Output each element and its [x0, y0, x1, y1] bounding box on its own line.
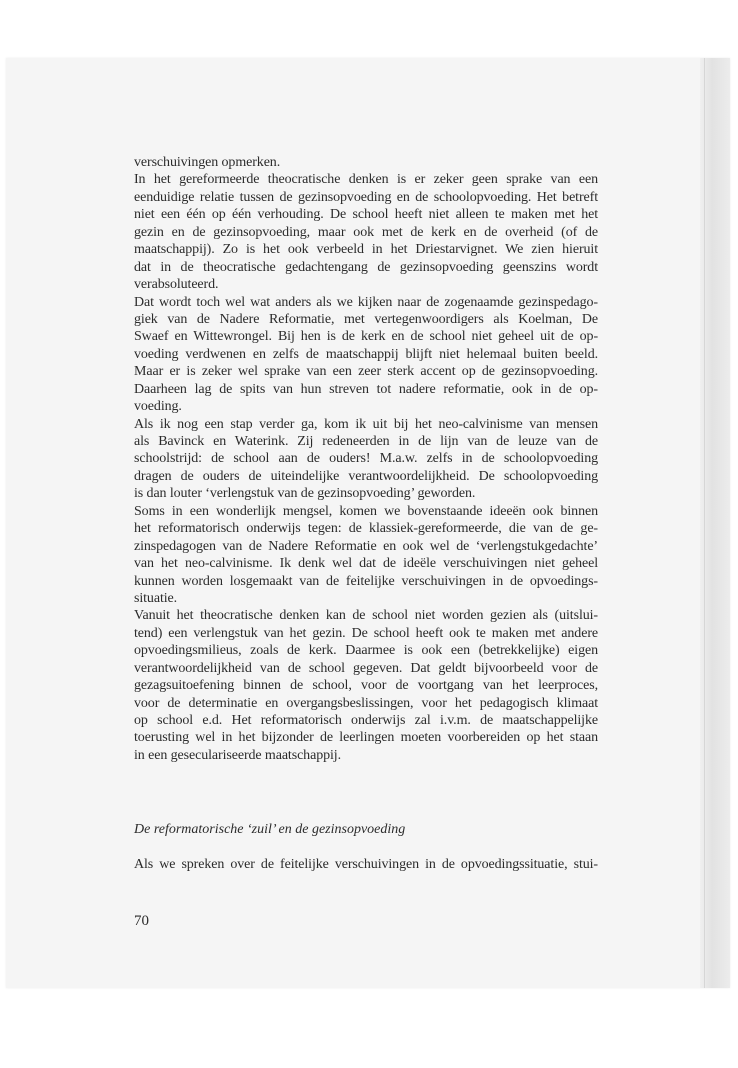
text-line: maatschappij). Zo is het ook verbeeld in het Driestarvignet. We zien hieruit [134, 242, 598, 258]
text-line: Soms in een wonderlijk mengsel, komen we bovenstaande ideeën ook binnen [134, 503, 598, 519]
text-line: eenduidige relatie tussen de gezinsopvoeding en de schoolopvoeding. Het betreft [134, 189, 598, 205]
text-line: op school e.d. Het reformatorisch onderwijs zal i.v.m. de maatschappelijke [134, 713, 598, 728]
text-line: toerusting wel in het bijzonder de leerlingen moeten voorbereiden op het staan [134, 730, 598, 746]
text-line: Maar er is zeker wel sprake van een zeer sterk accent op de gezinsopvoeding. [134, 364, 598, 380]
page-number: 70 [134, 913, 149, 929]
text-line: voeding verdwenen en zelfs de maatschappij blijft niet helemaal buiten beeld. [134, 346, 598, 362]
text-line: Vanuit het theocratische denken kan de school niet worden gezien als (uitslui- [134, 608, 598, 624]
text-line: Dat wordt toch wel wat anders als we kijken naar de zogenaamde gezinspedago- [134, 294, 598, 310]
text-line: Daarheen lag de spits van hun streven tot nadere reformatie, ook in de op- [134, 381, 598, 397]
text-line: opvoedingsmilieus, zoals de kerk. Daarmee is ook een (betrekkelijke) eigen [134, 643, 598, 659]
text-line: kunnen worden losgemaakt van de feitelijke verschuivingen in de opvoedings- [134, 573, 598, 589]
text-line: niet een één op één verhouding. De school heeft niet alleen te maken met het [134, 207, 598, 223]
text-line: In het gereformeerde theocratische denken is er zeker geen sprake van een [134, 172, 598, 188]
text-line: als Bavinck en Waterink. Zij redeneerden in de lijn van de leuze van de [134, 434, 598, 449]
text-line: dragen de ouders de uiteindelijke verantwoordelijkheid. De schoolopvoeding [134, 468, 598, 484]
text-line: in een geseculariseerde maatschappij. [134, 747, 341, 763]
text-line: tend) een verlengstuk van het gezin. De school heeft ook te maken met andere [134, 625, 598, 641]
text-line: verabsoluteerd. [134, 277, 219, 293]
text-line: zinspedagogen van de Nadere Reformatie en ook wel de ‘verlengstukgedachte’ [134, 538, 598, 554]
section-heading: De reformatorische ‘zuil’ en de gezinsopvoeding [134, 822, 406, 837]
text-line: schoolstrijd: de school aan de ouders! M.a.w. zelfs in de schoolopvoeding [134, 451, 598, 467]
text-line: Als we spreken over de feitelijke verschuivingen in de opvoedingssituatie, stui- [134, 857, 598, 872]
text-line: voeding. [134, 399, 182, 415]
text-line: het reformatorisch onderwijs tegen: de klassiek-gereformeerde, die van de ge- [134, 521, 598, 537]
body-text [134, 154, 598, 764]
text-line: verschuivingen opmerken. [134, 155, 281, 170]
text-line: van het neo-calvinisme. Ik denk wel dat de ideële verschuivingen niet geheel [134, 556, 598, 572]
text-line: gezin en de gezinsopvoeding, maar ook met de kerk en de overheid (of de [134, 224, 598, 240]
body-text-continued [134, 856, 598, 873]
page-edge [700, 58, 730, 988]
text-line: is dan louter ‘verlengstuk van de gezinsopvoeding’ geworden. [134, 486, 476, 502]
text-line: situatie. [134, 590, 178, 606]
text-line: Als ik nog een stap verder ga, kom ik uit bij het neo-calvinisme van mensen [134, 416, 598, 432]
text-line: dat in de theocratische gedachtengang de gezinsopvoeding geenszins wordt [134, 259, 598, 275]
text-line: verantwoordelijkheid van de school gegeven. Dat geldt bijvoorbeeld voor de [134, 660, 598, 676]
text-line: Swaef en Wittewrongel. Bij hen is de kerk en de school niet geheel uit de op- [134, 329, 598, 345]
text-line: voor de determinatie en overgangsbeslissingen, voor het pedagogisch klimaat [134, 695, 598, 711]
text-line: giek van de Nadere Reformatie, met vertegenwoordigers als Koelman, De [134, 311, 598, 327]
text-line: gezagsuitoefening binnen de school, voor de voortgang van het leerproces, [134, 678, 598, 694]
